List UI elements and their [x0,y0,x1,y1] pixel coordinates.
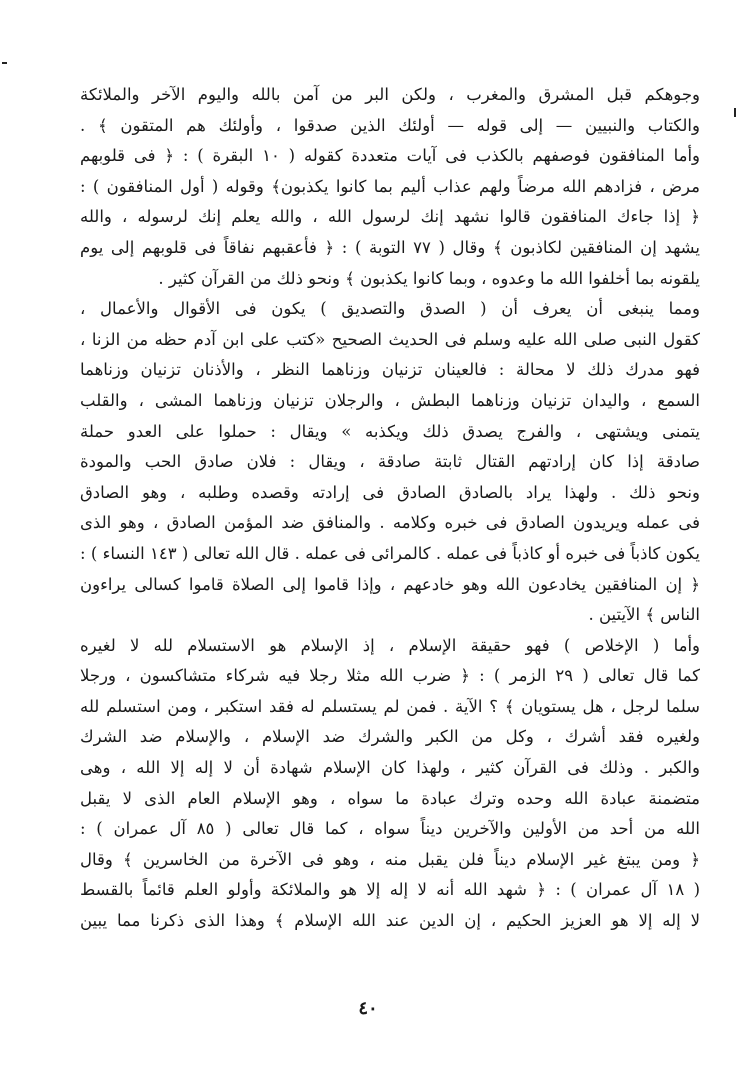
text-line: ﴿ ومن يبتغ غير الإسلام ديناً فلن يقبل منه ، وهو فى الآخرة من الخاسرين ﴾ وقال [80,849,700,869]
text-line: يتمنى ويشتهى ، والفرج يصدق ذلك ويكذبه » ويقال : حملوا على العدو حملة [80,421,700,441]
text-line: ونحو ذلك . ولهذا يراد بالصادق الصادق فى إرادته وقصده وطلبه ، وهو الصادق [80,482,700,502]
text-line: وجوهكم قبل المشرق والمغرب ، ولكن البر من آمن بالله واليوم الآخر والملائكة [80,85,700,104]
text-line: والكبر . وذلك فى القرآن كثير ، ولهذا كان الإسلام شهادة أن لا إله إلا الله ، وهى [80,758,700,778]
text-line: مرض ، فزادهم الله مرضاً ولهم عذاب أليم بما كانوا يكذبون﴾ وقوله ( أول المنافقون ) : [80,176,700,196]
text-line: وأما المنافقون فوصفهم بالكذب فى آيات متعددة كقوله ( ١٠ البقرة ) : ﴿ فى قلوبهم [80,146,700,166]
text-line: سلما لرجل ، هل يستويان ﴾ ؟ الآية . فمن لم يستسلم له فقد استكبر ، ومن استسلم لله [80,696,700,716]
text-line: كقول النبى صلى الله عليه وسلم فى الحديث الصحيح «كتب على ابن آدم حظه من الزنا ، [80,329,700,349]
text-line: كما قال تعالى ( ٢٩ الزمر ) : ﴿ ضرب الله مثلا رجلا فيه شركاء متشاكسون ، ورجلا [80,666,700,686]
scan-mark [2,62,7,64]
text-line: لا إله إلا هو العزيز الحكيم ، إن الدين عند الله الإسلام ﴾ وهذا الذى ذكرنا مما يبين [80,911,700,931]
text-line: فى عمله ويريدون الصادق فى خبره وكلامه . والمنافق ضد المؤمن الصادق ، وهو الذى [80,513,700,533]
text-line: وأما ( الإخلاص ) فهو حقيقة الإسلام ، إذ الإسلام هو الاستسلام لله لا لغيره [80,635,700,655]
body-text [80,80,700,937]
text-line: ﴿ إن المنافقين يخادعون الله وهو خادعهم ، وإذا قاموا إلى الصلاة قاموا كسالى يراءون [80,574,700,594]
text-line: السمع ، واليدان تزنيان وزناهما البطش ، والرجلان تزنيان وزناهما المشى ، والقلب [80,390,700,410]
text-line: ﴿ إذا جاءك المنافقون قالوا نشهد إنك لرسول الله ، والله يعلم إنك لرسوله ، والله [80,207,700,227]
text-line: والكتاب والنبيين — إلى قوله — أولئك الذين صدقوا ، وأولئك هم المتقون ﴾ . [80,115,700,135]
text-line: ومما ينبغى أن يعرف أن ( الصدق والتصديق ) يكون فى الأقوال والأعمال ، [80,299,700,319]
text-line: الله من أحد من الأولين والآخرين ديناً سواه ، كما قال تعالى ( ٨٥ آل عمران ) : [80,819,700,839]
text-line: الناس ﴾ الآيتين . [588,605,700,625]
page-number: ٤٠ [358,998,378,1019]
text-line: صادقة إذا كان إرادتهم القتال ثابتة صادقة ، ويقال : فلان صادق الحب والمودة [80,452,700,472]
text-line: فهو مدرك ذلك لا محالة : فالعينان تزنيان وزناهما النظر ، والأذنان تزنيان وزناهما [80,360,700,380]
text-line: يشهد إن المنافقين لكاذبون ﴾ وقال ( ٧٧ التوبة ) : ﴿ فأعقبهم نفاقاً فى قلوبهم إلى يوم [80,237,700,257]
text-line: ( ١٨ آل عمران ) : ﴿ شهد الله أنه لا إله إلا هو والملائكة وأولو العلم قائماً بالقسط [80,880,700,900]
text-line: يلقونه بما أخلفوا الله ما وعدوه ، وبما كانوا يكذبون ﴾ ونحو ذلك من القرآن كثير . [158,268,700,288]
text-line: يكون كاذباً فى خبره أو كاذباً فى عمله . كالمرائى فى عمله . قال الله تعالى ( ١٤٣ النساء ) : [80,543,700,563]
text-line: متضمنة عبادة الله وحده وترك عبادة ما سواه ، وهو الإسلام العام الذى لا يقبل [80,788,700,808]
text-line: ولغيره فقد أشرك ، وكل من الكبر والشرك ضد الإسلام ، والإسلام ضد الشرك [80,727,700,747]
